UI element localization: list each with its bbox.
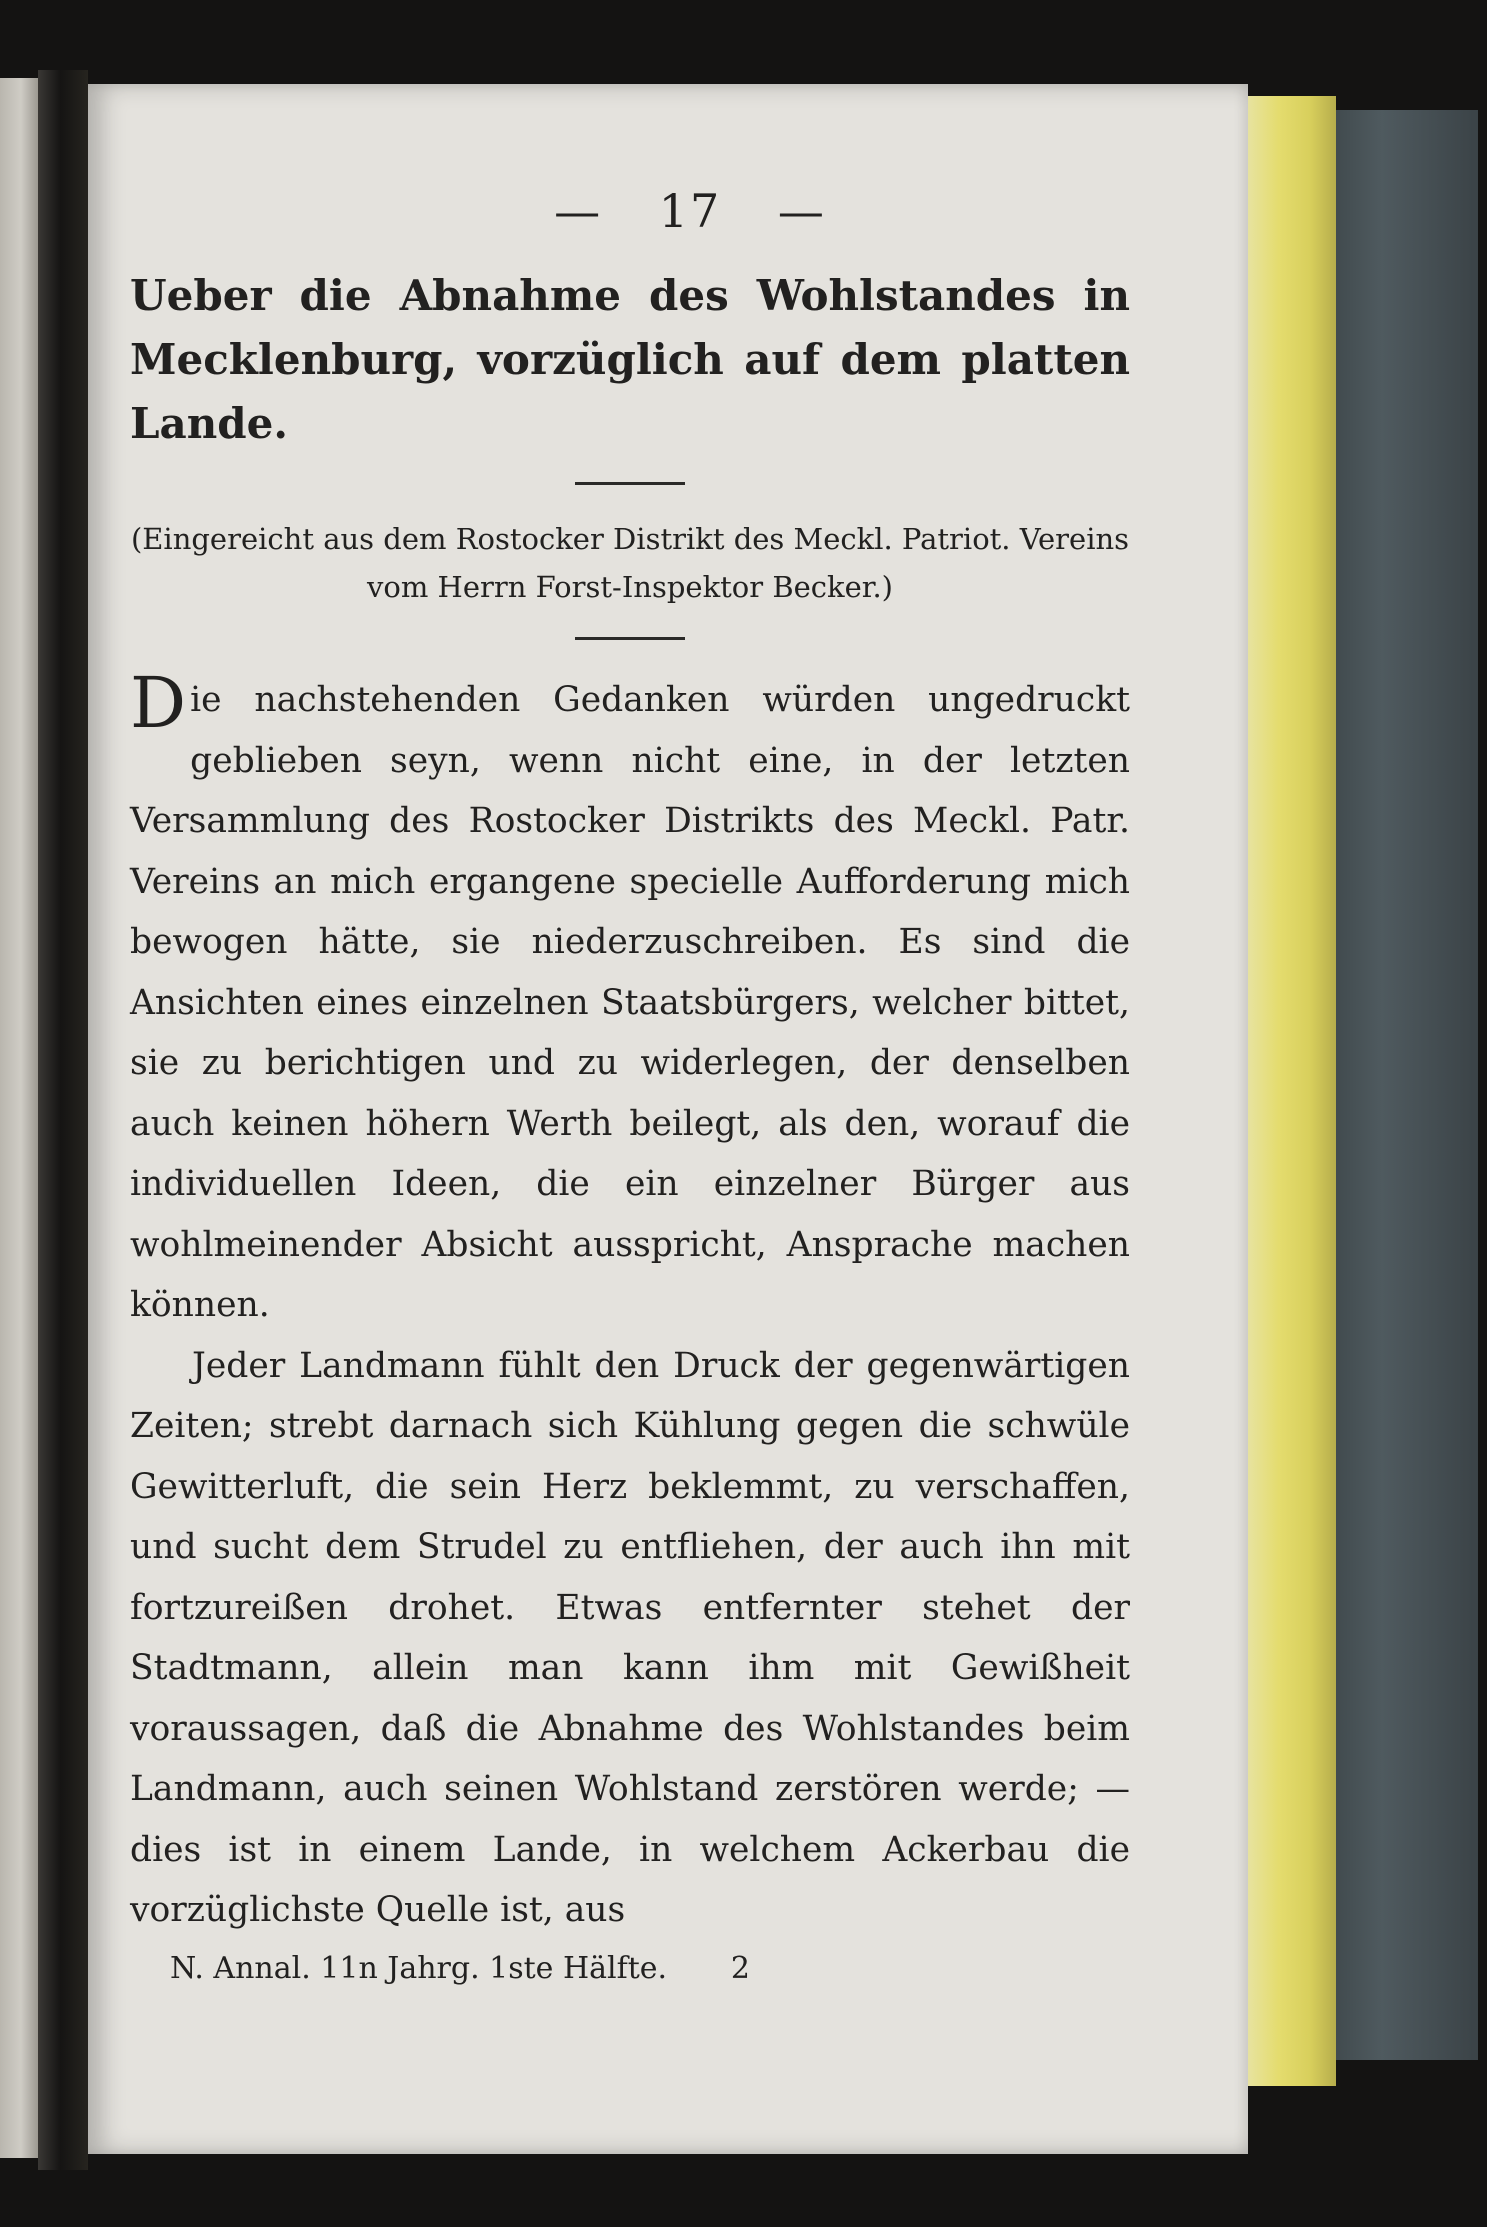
footer-signature: N. Annal. 11n Jahrg. 1ste Hälfte.: [170, 1950, 668, 1986]
page-footer: [130, 1951, 1130, 1986]
article-title: Ueber die Abnahme des Wohlstandes in Mecklenburg, vorzüglich auf dem platten Lande.: [130, 271, 1130, 448]
title-rule: [575, 482, 685, 485]
page-text-block: [130, 184, 1130, 1986]
article-subtitle: (Eingereicht aus dem Rostocker Distrikt des Meckl. Patriot. Vereins vom Herrn Forst-Inspektor Becker.): [130, 522, 1130, 604]
running-head: [130, 184, 1130, 238]
dash-right: —: [777, 184, 826, 238]
paragraph-1: Die nachstehenden Gedanken würden ungedruckt geblieben seyn, wenn nicht eine, in der letzten Versammlung des Rostocker Distrikts des Meckl. Patr. Vereins an mich ergangene specielle Aufforderung mich bewogen hätte, sie niederzuschreiben. Es sind die Ansichten eines einzelnen Staatsbürgers, welcher bittet, sie zu berichtigen und zu widerlegen, der denselben auch keinen höhern Werth beilegt, als den, worauf die individuellen Ideen, die ein einzelner Bürger aus wohlmeinender Absicht ausspricht, Ansprache machen können.: [130, 662, 1130, 1325]
subtitle-rule: [575, 637, 685, 640]
previous-page-edge: [0, 78, 38, 2158]
page-number: 17: [658, 184, 722, 238]
book-page: [88, 84, 1248, 2154]
paragraph-2: Jeder Landmann fühlt den Druck der gegenwärtigen Zeiten; strebt darnach sich Kühlung gegen die schwüle Gewitterluft, die sein Herz beklemmt, zu verschaffen, und sucht dem Strudel zu entfliehen, der auch ihn mit fortzureißen drohet. Etwas entfernter stehet der Stadtmann, allein man kann ihm mit Gewißheit voraussagen, daß die Abnahme des Wohlstandes beim Landmann, auch seinen Wohlstand zerstören werde; — dies ist in einem Lande, in welchem Ackerbau die vorzüglichste Quelle ist, aus: [130, 1345, 1130, 1930]
book-cover-edge: [1318, 110, 1478, 2060]
book-gutter: [38, 70, 88, 2170]
footer-mark: 2: [730, 1950, 750, 1986]
dash-left: —: [554, 184, 603, 238]
